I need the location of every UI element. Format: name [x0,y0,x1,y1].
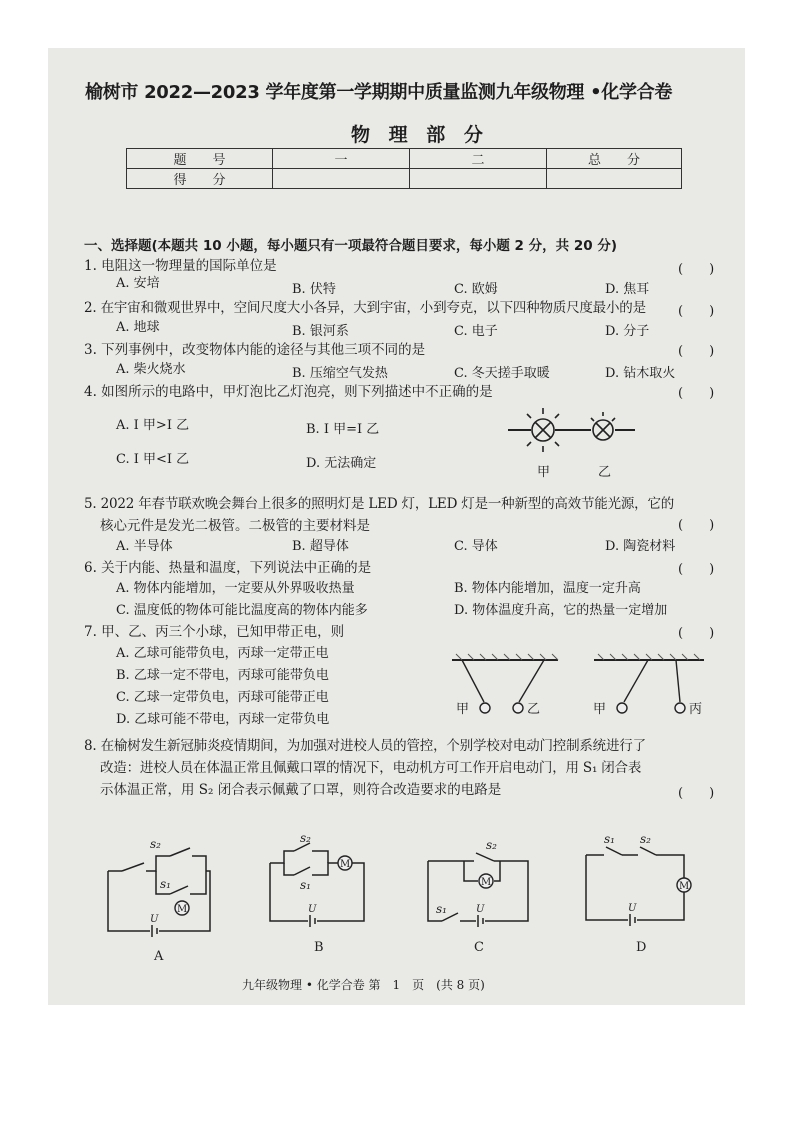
answer-blank-8[interactable]: ( ) [678,786,715,801]
q3-option-c[interactable]: C. 冬天搓手取暖 [454,366,550,381]
q3-option-d[interactable]: D. 钻木取火 [605,366,676,381]
circuit-label-b: B [314,940,324,955]
motor-label: M [481,877,492,888]
q7-figure-jia-bing [588,652,713,722]
circuit-option-c[interactable] [420,833,540,958]
s2-label: s₂ [300,833,311,845]
q4-option-d[interactable]: D. 无法确定 [306,456,377,471]
q5-option-b[interactable]: B. 超导体 [292,539,349,554]
s1-label: s₁ [436,902,447,916]
q1-option-d[interactable]: D. 焦耳 [605,282,650,297]
circuit-label-d: D [636,940,647,955]
q3-option-b[interactable]: B. 压缩空气发热 [292,366,388,381]
ball-label-jia: 甲 [456,702,470,717]
q7-option-d[interactable]: D. 乙球可能不带电，丙球一定带负电 [116,712,330,727]
q3-option-a[interactable]: A. 柴火烧水 [116,362,186,377]
q1-option-b[interactable]: B. 伏特 [292,282,336,297]
s2-label: s₂ [640,832,651,846]
score-header-cell: 二 [410,149,547,169]
q2-option-c[interactable]: C. 电子 [454,324,498,339]
q2-option-a[interactable]: A. 地球 [116,320,160,335]
score-header-cell: 题 号 [127,149,273,169]
q4-option-a[interactable]: A. I 甲>I 乙 [116,418,190,433]
exam-title: 榆树市 2022—2023 学年度第一学期期中质量监测九年级物理 •化学合卷 [85,82,673,103]
section1-title: 一、选择题(本题共 10 小题，每小题只有一项最符合题目要求，每小题 2 分，共 20 分) [84,238,618,254]
q4-option-c[interactable]: C. I 甲<I 乙 [116,452,190,467]
question-8: 8. 在榆树发生新冠肺炎疫情期间，为加强对进校人员的管控，个别学校对电动门控制系统进行了 [84,738,646,754]
q2-option-b[interactable]: B. 银河系 [292,324,349,339]
page-footer: 九年级物理 • 化学合卷 第 1 页 (共 8 页) [242,978,485,992]
answer-blank-5[interactable]: ( ) [678,518,715,533]
s2-label: s₂ [150,837,161,851]
question-5-cont: 核心元件是发光二极管。二极管的主要材料是 [100,518,370,534]
q7-option-a[interactable]: A. 乙球可能带负电，丙球一定带正电 [116,646,329,661]
answer-blank-2[interactable]: ( ) [678,304,715,319]
q7-option-c[interactable]: C. 乙球一定带负电，丙球可能带正电 [116,690,329,705]
ball-label-yi: 乙 [527,702,541,717]
motor-label: M [679,881,690,892]
motor-label: M [177,904,188,915]
ball-label-jia: 甲 [593,702,607,717]
q1-option-c[interactable]: C. 欧姆 [454,282,498,297]
answer-blank-1[interactable]: ( ) [678,262,715,277]
score-header-cell: 一 [273,149,410,169]
q7-option-b[interactable]: B. 乙球一定不带电，丙球可能带负电 [116,668,329,683]
score-input-cell[interactable] [273,169,410,189]
answer-blank-6[interactable]: ( ) [678,562,715,577]
q7-figure-jia-yi [448,652,563,722]
q5-option-a[interactable]: A. 半导体 [116,539,173,554]
question-7: 7. 甲、乙、丙三个小球，已知甲带正电，则 [84,624,345,640]
question-2: 2. 在宇宙和微观世界中，空间尺度大小各异，大到宇宙，小到夸克，以下四种物质尺度最小的是 [84,300,646,316]
q2-option-d[interactable]: D. 分子 [605,324,650,339]
ball-label-bing: 丙 [689,702,703,717]
bulb-icon [527,408,559,452]
s1-label: s₁ [160,877,171,891]
s2-label: s₂ [486,838,497,852]
question-1: 1. 电阻这一物理量的国际单位是 [84,258,277,274]
battery-label: U [308,904,317,915]
bulb-label-jia: 甲 [537,465,551,480]
bulb-label-yi: 乙 [598,465,612,480]
battery-label: U [476,904,485,915]
section-heading: 物 理 部 分 [351,124,489,146]
q5-option-c[interactable]: C. 导体 [454,539,498,554]
q6-option-d[interactable]: D. 物体温度升高，它的热量一定增加 [454,603,668,618]
bulb-icon [591,412,615,440]
question-8-cont: 改造：进校人员在体温正常且佩戴口罩的情况下，电动机方可工作开启电动门，用 S₁ 闭合表 [100,760,642,776]
circuit-option-d[interactable] [578,830,698,958]
score-table [126,148,682,189]
score-input-cell[interactable] [410,169,547,189]
q4-option-b[interactable]: B. I 甲=I 乙 [306,422,380,437]
question-4: 4. 如图所示的电路中，甲灯泡比乙灯泡亮，则下列描述中不正确的是 [84,384,493,400]
motor-label: M [340,859,351,870]
q5-option-d[interactable]: D. 陶瓷材料 [605,539,676,554]
question-3: 3. 下列事例中，改变物体内能的途径与其他三项不同的是 [84,342,426,358]
exam-paper [48,48,745,1005]
q1-option-a[interactable]: A. 安培 [116,276,160,291]
circuit-option-a[interactable] [98,836,223,966]
answer-blank-3[interactable]: ( ) [678,344,715,359]
q6-option-c[interactable]: C. 温度低的物体可能比温度高的物体内能多 [116,603,368,618]
question-5: 5. 2022 年春节联欢晚会舞台上很多的照明灯是 LED 灯，LED 灯是一种新型的高效节能光源，它的 [84,496,675,512]
circuit-label-a: A [154,949,164,964]
circuit-option-b[interactable] [262,833,377,958]
q6-option-a[interactable]: A. 物体内能增加，一定要从外界吸收热量 [116,581,355,596]
score-input-cell[interactable] [547,169,682,189]
q6-option-b[interactable]: B. 物体内能增加，温度一定升高 [454,581,641,596]
battery-label: U [150,914,159,925]
battery-label: U [628,903,637,914]
s1-label: s₁ [300,878,311,892]
circuit-label-c: C [474,940,484,955]
question-6: 6. 关于内能、热量和温度，下列说法中正确的是 [84,560,372,576]
s1-label: s₁ [604,832,615,846]
answer-blank-7[interactable]: ( ) [678,626,715,641]
answer-blank-4[interactable]: ( ) [678,386,715,401]
question-8-cont2: 示体温正常，用 S₂ 闭合表示佩戴了口罩，则符合改造要求的电路是 [100,782,502,798]
score-label-cell: 得 分 [127,169,273,189]
q4-bulb-figure [503,404,643,486]
score-header-cell: 总 分 [547,149,682,169]
